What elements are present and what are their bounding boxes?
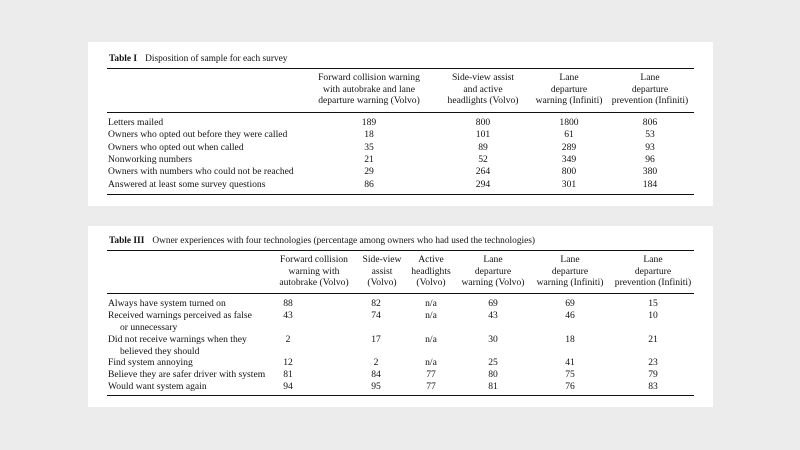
table-3-cell: 75 [565,369,575,380]
table-3-cell: 21 [648,334,658,345]
table-3-caption-title: Owner experiences with four technologies (percentage among owners who had used the technologies) [152,236,536,246]
table-3-caption-label: Table III [109,236,145,246]
table-3-cell: 43 [488,310,498,321]
table-1-header-col-3: Lane departure warning (Infiniti) [535,72,603,106]
table-1-cell: 96 [645,153,655,165]
table-3-cell: 41 [565,357,575,368]
table-3-header-col-3: Active headlights (Volvo) [411,254,451,288]
table-3-cell: 83 [648,381,658,392]
table-3-cell: 82 [371,298,381,309]
table-3-header-col-2: Side-view assist (Volvo) [362,254,402,288]
table-1-cell: 101 [475,129,491,141]
table-1-header-col-4: Lane departure prevention (Infiniti) [611,72,689,106]
table-3-row-label: Believe they are safer driver with system [108,369,266,380]
table-3-cell: 76 [565,381,575,392]
table-3-cell: 77 [426,369,436,380]
table-1-cell: 18 [364,129,374,141]
table-1-cell: 29 [364,166,374,178]
table-1-header-rule [107,112,694,113]
table-1-cell: 289 [561,141,577,153]
table-3-cell: 84 [371,369,381,380]
table-1-cell: 189 [361,117,377,128]
table-1-header-col-1: Forward collision warning with autobrake and lane departure warning (Volvo) [318,72,420,106]
table-1-cell: 184 [642,178,658,190]
table-3-cell: n/a [425,334,437,345]
table-3-cell: 2 [373,357,379,368]
table-1-caption-label: Table I [109,54,138,64]
table-1-cell: 52 [478,153,488,165]
table-3-cell: 25 [488,357,498,368]
table-1-caption-title: Disposition of sample for each survey [145,54,288,64]
table-1-cell: 294 [475,178,491,190]
table-3-header-rule [107,293,694,294]
table-3-cell: 46 [565,310,575,321]
table-3-cell: 15 [648,298,658,309]
table-3-cell: 23 [648,357,658,368]
table-3-top-rule [107,250,694,251]
table-1-cell: 301 [561,178,577,190]
table-3-cell: 88 [283,298,293,309]
table-3-row-label: Find system annoying [108,357,193,368]
table-1-bottom-rule [107,194,694,195]
table-1-row-label: Owners who opted out when called [108,141,244,153]
table-1-cell: 1800 [559,117,579,128]
table-1-cell: 93 [645,141,655,153]
table-1-cell: 89 [478,141,488,153]
table-1-top-rule [107,68,694,69]
table-3-header-col-6: Lane departure prevention (Infiniti) [614,254,692,288]
table-3-row-label: Did not receive warnings when they believed they should [108,334,247,357]
table-3-cell: n/a [425,357,437,368]
table-1-caption [109,54,287,64]
table-3-card [88,226,713,407]
table-1-cell: 349 [561,153,577,165]
table-3-cell: 18 [565,334,575,345]
table-1-cell: 86 [364,178,374,190]
table-1-cell: 61 [564,129,574,141]
table-1-cell: 35 [364,141,374,153]
table-3-cell: 95 [371,381,381,392]
table-1-cell: 380 [642,166,658,178]
table-3-row-label: Always have system turned on [108,298,226,309]
table-1-header-col-2: Side-view assist and active headlights (Volvo) [447,72,519,106]
table-3-cell: 12 [283,357,293,368]
table-1-cell: 806 [642,117,658,128]
table-3-cell: 2 [285,334,291,345]
table-3-cell: 79 [648,369,658,380]
table-3-row-label: Received warnings perceived as false or unnecessary [108,310,252,333]
table-3-cell: n/a [425,298,437,309]
table-3-cell: 43 [283,310,293,321]
table-3-row-label: Would want system again [108,381,207,392]
table-3-cell: 77 [426,381,436,392]
table-1-cell: 800 [475,117,491,128]
table-3-bottom-rule [107,395,694,396]
table-3-cell: 74 [371,310,381,321]
table-3-caption [109,236,535,246]
table-3-cell: 69 [565,298,575,309]
table-3-cell: n/a [425,310,437,321]
table-1-cell: 264 [475,166,491,178]
table-3-cell: 17 [371,334,381,345]
table-3-cell: 69 [488,298,498,309]
table-1-row-label: Letters mailed [108,117,164,128]
table-1-row-label: Answered at least some survey questions [108,178,266,190]
table-3-header-col-4: Lane departure warning (Volvo) [461,254,525,288]
table-3-cell: 81 [283,369,293,380]
table-3-cell: 80 [488,369,498,380]
table-3-cell: 94 [283,381,293,392]
table-3-cell: 10 [648,310,658,321]
table-1-cell: 53 [645,129,655,141]
table-1-row-label: Nonworking numbers [108,153,192,165]
table-1-row-label: Owners with numbers who could not be reached [108,166,294,178]
table-3-header-col-5: Lane departure warning (Infiniti) [536,254,604,288]
table-3-cell: 30 [488,334,498,345]
table-1-row-label: Owners who opted out before they were called [108,129,288,141]
table-3-header-col-1: Forward collision warning with autobrake (Volvo) [279,254,349,288]
table-3-cell: 81 [488,381,498,392]
table-1-cell: 800 [561,166,577,178]
table-1-cell: 21 [364,153,374,165]
table-1-card [88,42,713,206]
